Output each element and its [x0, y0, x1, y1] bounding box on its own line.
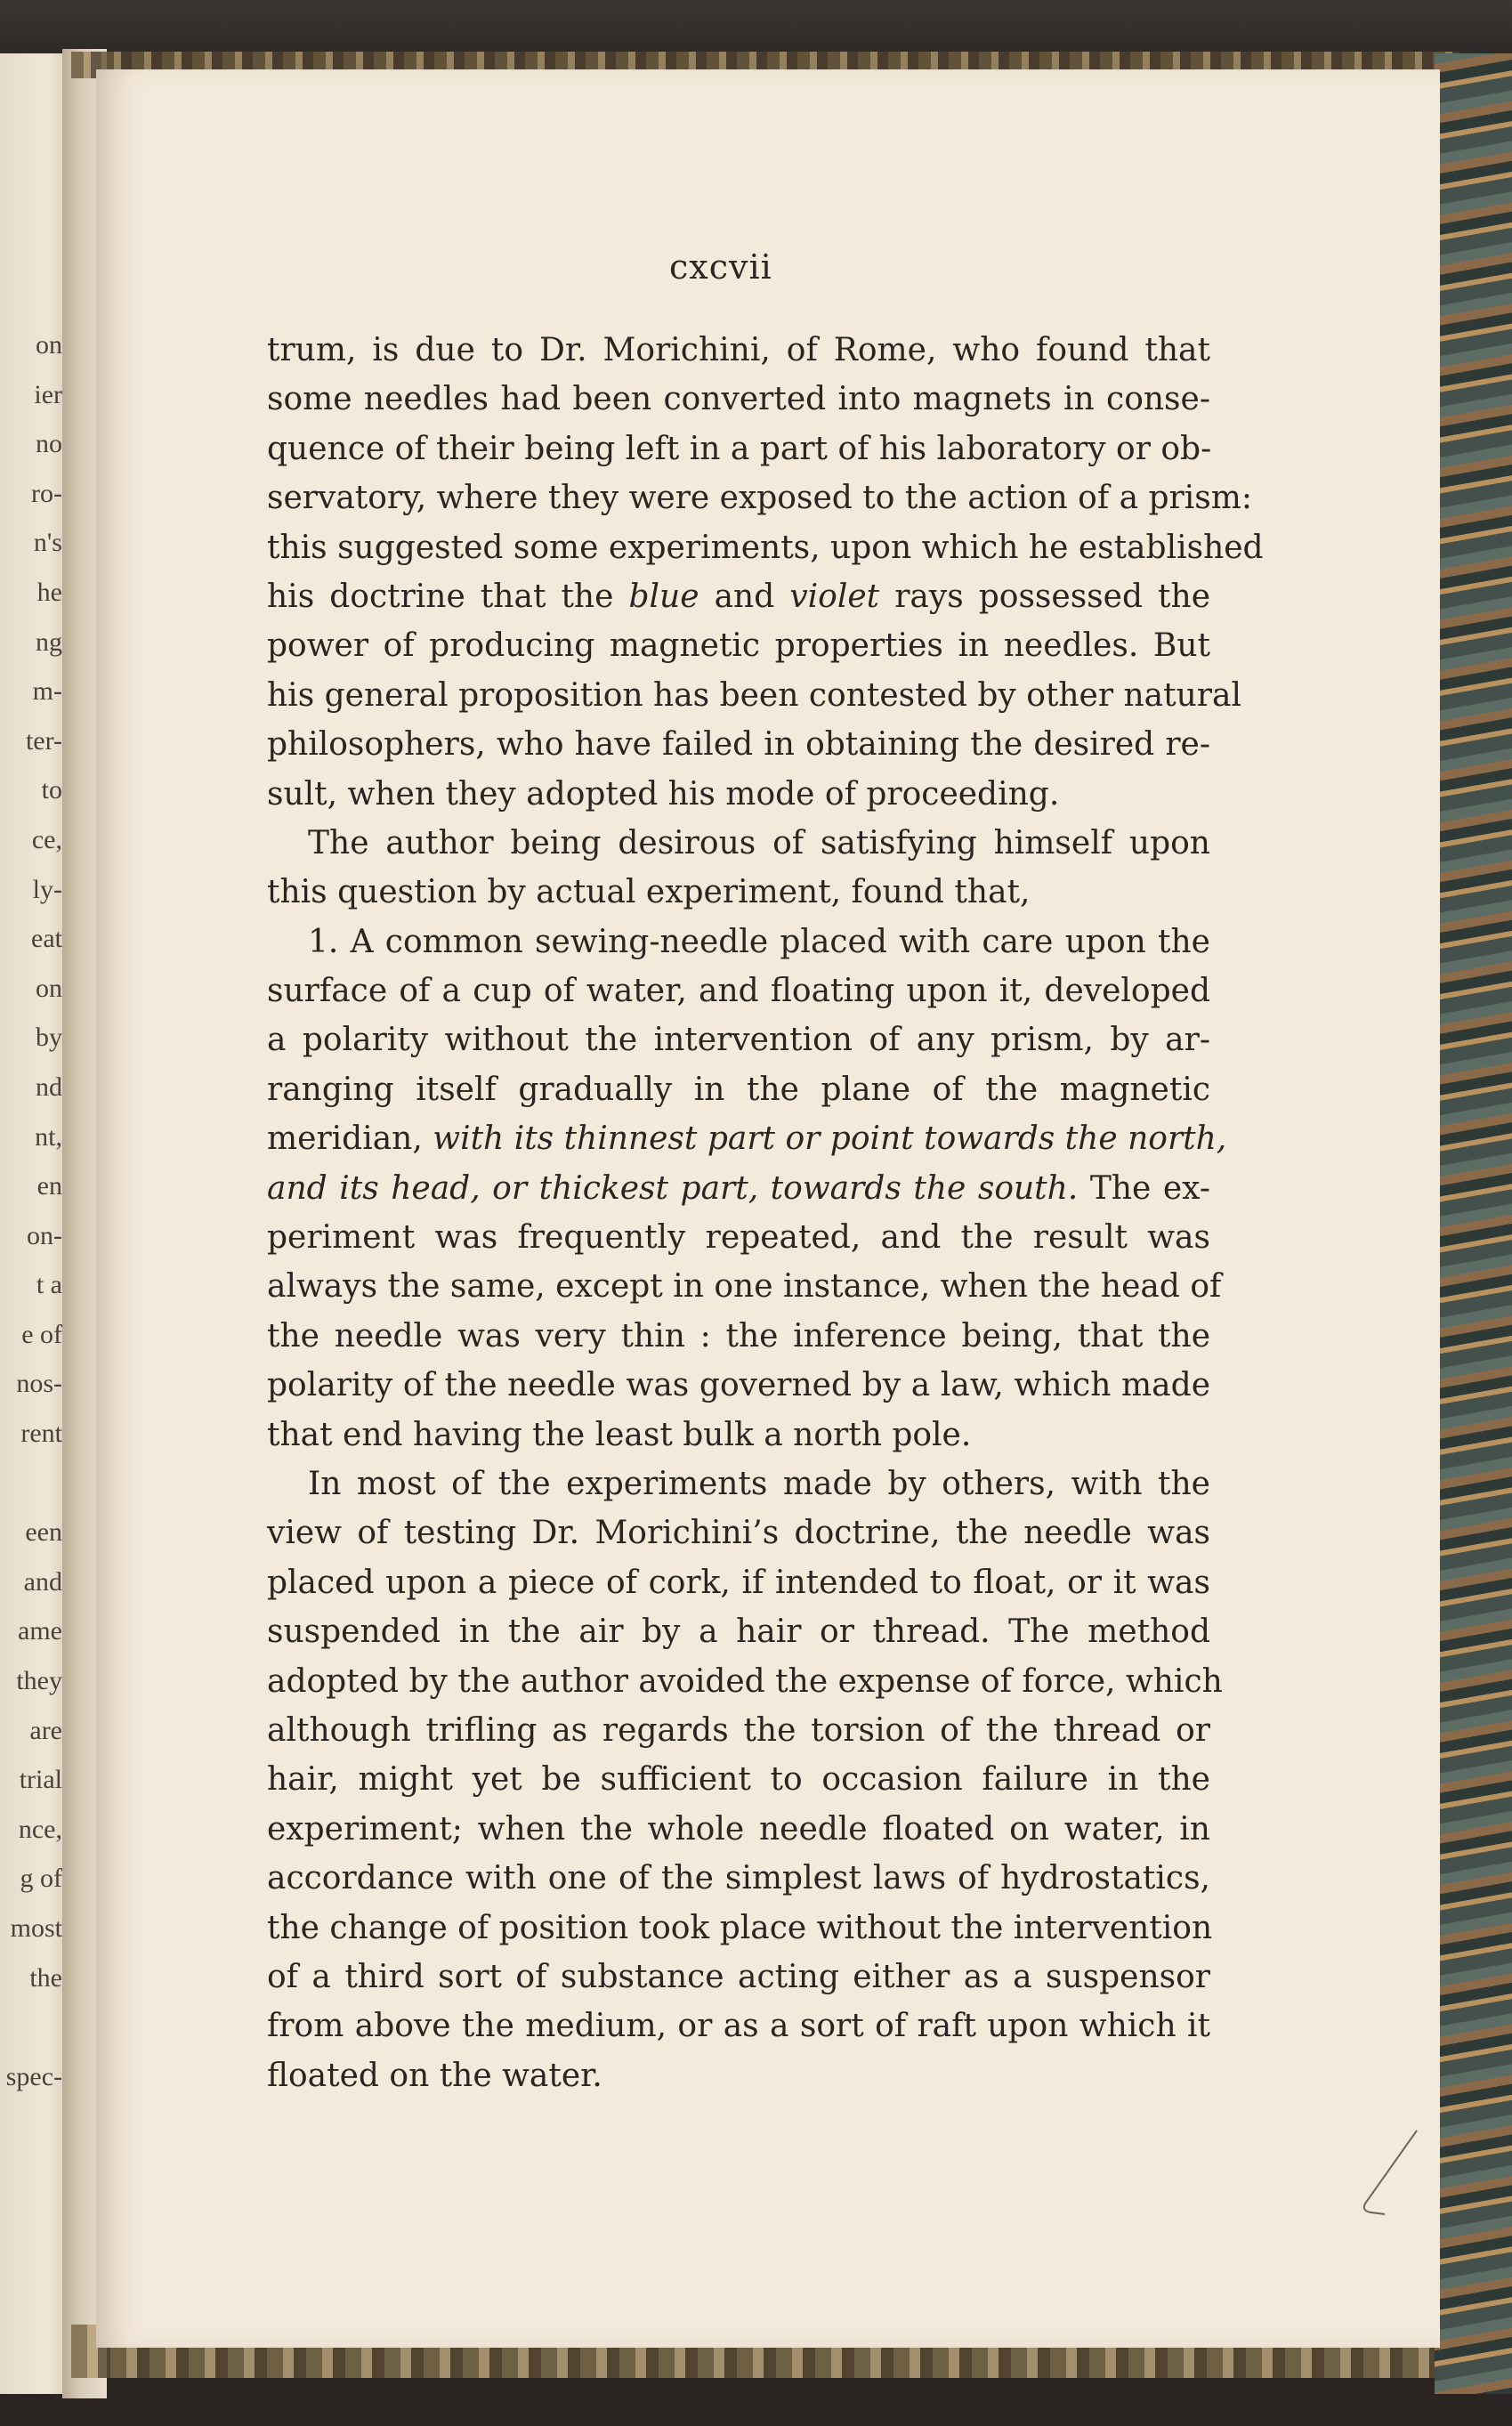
text-line [267, 523, 1264, 572]
facing-page-fragment: ng [36, 627, 62, 657]
text-segment: some needles had been converted into magnets in conse- [267, 381, 1210, 418]
facing-page-fragment: g of [20, 1864, 62, 1894]
facing-page-fragment: nd [36, 1071, 62, 1102]
text-line [267, 1508, 1210, 1557]
text-segment: surface of a cup of water, and floating upon it, developed [267, 973, 1210, 1010]
text-segment: that end having the least bulk a north pole. [267, 1416, 972, 1453]
facing-page-fragment: spec- [5, 2061, 62, 2091]
text-segment: accordance with one of the simplest laws of hydrostatics, [267, 1860, 1210, 1897]
text-segment: ranging itself gradually in the plane of the magnetic [267, 1071, 1210, 1108]
facing-page-fragment [0, 1459, 62, 1508]
facing-page-fragment: on [36, 973, 62, 1003]
facing-page-fragment [0, 2002, 62, 2052]
text-line [267, 1755, 1210, 1804]
text-line [267, 1854, 1210, 1903]
text-line [267, 1706, 1210, 1755]
facing-page-fragment: nos- [16, 1369, 62, 1399]
facing-page-fragment: eat [31, 924, 62, 954]
facing-page-fragment: by [36, 1023, 62, 1053]
text-segment: quence of their being left in a part of his laboratory or ob- [267, 430, 1212, 467]
facing-page-fragment: e of [21, 1319, 62, 1349]
text-segment: philosophers, who have failed in obtaining the desired re- [267, 726, 1210, 764]
facing-page-fragment: and [23, 1566, 62, 1597]
facing-page-fragment: rent [20, 1419, 62, 1449]
text-line [267, 918, 1210, 966]
text-line [267, 2051, 1210, 2100]
facing-page-fragment: most [10, 1913, 62, 1943]
facing-page-fragment: ter- [25, 725, 62, 756]
text-segment: the change of position took place without the intervention [267, 1909, 1213, 1946]
text-segment: this question by actual experiment, found that, [267, 874, 1031, 911]
text-line [267, 671, 1241, 720]
facing-page-fragment: on [36, 330, 62, 360]
text-line [267, 2001, 1210, 2050]
marbled-fore-edge [1435, 53, 1512, 2394]
facing-page-fragment: no [36, 429, 62, 459]
text-line [267, 1904, 1213, 1953]
text-segment: meridian, [267, 1120, 433, 1158]
text-line [267, 1262, 1222, 1311]
text-line [267, 720, 1210, 769]
text-line [267, 1114, 1227, 1163]
facing-page-fragment: trial [19, 1765, 62, 1795]
text-segment: hair, might yet be sufficient to occasion failure in the [267, 1761, 1210, 1799]
page-number: cxcvii [669, 247, 772, 287]
text-line [267, 375, 1210, 424]
text-line [267, 1805, 1210, 1854]
text-segment: experiment; when the whole needle floated on water, in [267, 1810, 1210, 1848]
text-line [267, 1657, 1223, 1706]
body-text [267, 326, 1264, 2100]
text-segment: periment was frequently repeated, and the result was [267, 1219, 1210, 1257]
facing-page-fragment: en [36, 1171, 62, 1201]
text-segment: The author being desirous of satisfying himself upon [308, 824, 1210, 861]
text-segment: rays possessed the [879, 578, 1210, 615]
text-segment: polarity of the needle was governed by a law, which made [267, 1367, 1210, 1404]
facing-page-fragment: ro- [31, 478, 62, 508]
text-line [267, 819, 1210, 868]
text-segment: of a third sort of substance acting either as a suspensor [267, 1958, 1210, 1995]
facing-page-fragment: they [16, 1666, 62, 1696]
facing-page-fragment: nt, [35, 1121, 62, 1152]
text-line [267, 1312, 1210, 1361]
text-segment: placed upon a piece of cork, if intended to float, or it was [267, 1564, 1210, 1601]
text-line [267, 966, 1210, 1015]
text-line [267, 1953, 1210, 2001]
text-segment: adopted by the author avoided the expense of force, which [267, 1662, 1223, 1700]
text-segment: his doctrine that the [267, 578, 629, 615]
text-line [267, 1361, 1210, 1410]
facing-page-fragment: ly- [32, 874, 62, 904]
italic-text: with its thinnest part or point towards the north, [433, 1120, 1227, 1158]
text-segment: a polarity without the intervention of any prism, by ar- [267, 1022, 1210, 1059]
facing-page-fragment: n's [33, 528, 62, 558]
facing-page-fragment: to [41, 775, 62, 805]
text-line [267, 1065, 1210, 1114]
text-segment: suspended in the air by a hair or thread. The method [267, 1613, 1210, 1651]
text-segment: floated on the water. [267, 2057, 602, 2094]
facing-page-fragment: are [29, 1715, 62, 1745]
text-segment: from above the medium, or as a sort of raft upon which it [267, 2008, 1210, 2045]
text-line [267, 326, 1210, 375]
facing-page-fragment: he [36, 577, 62, 607]
text-line [267, 1411, 1210, 1460]
text-segment: 1. A common sewing-needle placed with care upon the [308, 923, 1210, 960]
text-line [267, 425, 1210, 473]
facing-page-fragment: nce, [18, 1814, 62, 1844]
text-line [267, 770, 1210, 819]
text-segment: although trifling as regards the torsion of the thread or [267, 1711, 1210, 1749]
text-segment: The ex- [1078, 1169, 1210, 1207]
text-line [267, 1558, 1210, 1607]
text-segment: sult, when they adopted his mode of proceeding. [267, 775, 1060, 813]
text-line [267, 1015, 1210, 1064]
text-segment: and [699, 578, 790, 615]
text-segment: trum, is due to Dr. Morichini, of Rome, who found that [267, 332, 1210, 368]
facing-page-edge [0, 53, 69, 2394]
text-line [267, 1213, 1210, 1262]
text-segment: always the same, except in one instance, when the head of [267, 1268, 1222, 1306]
italic-text: and its head, or thickest part, towards the south. [267, 1169, 1079, 1207]
text-segment: his general proposition has been contested by other natural [267, 676, 1241, 714]
text-segment: the needle was very thin : the inference being, that the [267, 1317, 1210, 1355]
text-line [267, 621, 1210, 670]
facing-page-text-fragments [0, 320, 62, 2101]
text-line [267, 1460, 1210, 1508]
text-segment: this suggested some experiments, upon which he established [267, 529, 1264, 566]
text-line [267, 473, 1252, 522]
facing-page-fragment: ce, [31, 824, 62, 854]
facing-page-fragment: on- [27, 1220, 62, 1250]
text-segment: view of testing Dr. Morichini’s doctrine, the needle was [267, 1515, 1210, 1552]
italic-text: blue [628, 578, 699, 615]
text-line [267, 1607, 1210, 1656]
facing-page-fragment: the [29, 1962, 62, 1993]
text-line [267, 1164, 1210, 1213]
facing-page-fragment: ier [34, 379, 62, 409]
text-line [267, 572, 1210, 621]
text-segment: power of producing magnetic properties in needles. But [267, 627, 1210, 665]
facing-page-fragment: een [25, 1517, 62, 1548]
facing-page-fragment: m- [32, 676, 62, 707]
text-line [267, 868, 1210, 917]
text-segment: In most of the experiments made by others, with the [308, 1465, 1210, 1502]
facing-page-fragment: ame [18, 1616, 62, 1646]
facing-page-fragment: t a [36, 1270, 62, 1300]
italic-text: violet [789, 578, 880, 615]
pencil-mark [1353, 2127, 1424, 2225]
text-segment: servatory, where they were exposed to the action of a prism: [267, 480, 1252, 517]
